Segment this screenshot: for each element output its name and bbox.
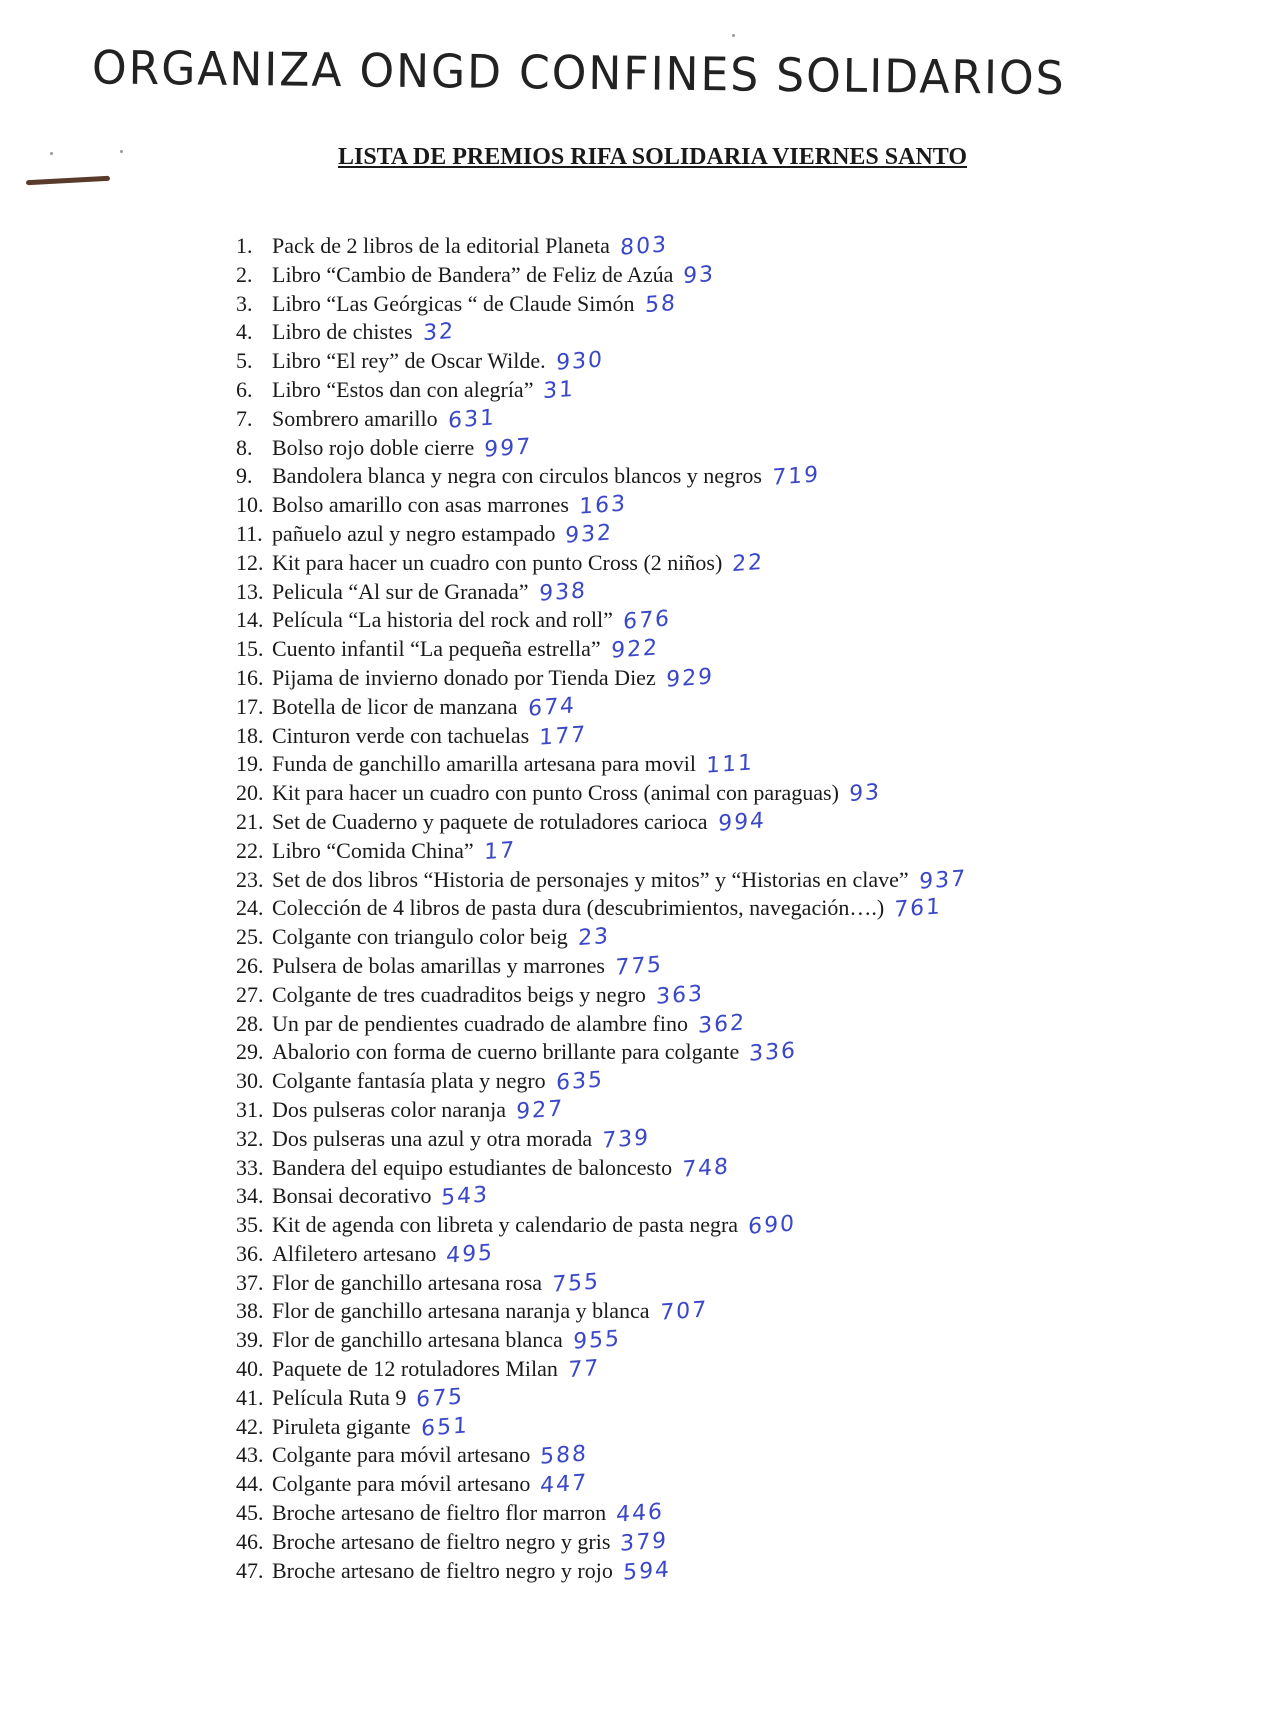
prize-item [236, 434, 967, 463]
prize-number: 13. [236, 578, 264, 604]
prize-item [236, 1384, 967, 1413]
prize-item [236, 347, 967, 376]
prize-description: Piruleta gigante [272, 1413, 411, 1439]
prize-description: Kit para hacer un cuadro con punto Cross (animal con paraguas) [272, 780, 839, 806]
prize-number: 22. [236, 837, 264, 863]
prize-description: Un par de pendientes cuadrado de alambre fino [272, 1010, 688, 1036]
prize-item [236, 549, 967, 578]
prize-number: 34. [236, 1183, 264, 1209]
prize-number: 23. [236, 866, 264, 892]
prize-item [236, 866, 967, 895]
prize-number: 2. [236, 261, 253, 287]
winning-ticket-number: 163 [578, 491, 628, 520]
prize-description: Flor de ganchillo artesana naranja y blanca [272, 1298, 650, 1324]
prize-number: 4. [236, 319, 253, 345]
prize-item [236, 261, 967, 290]
prize-item [236, 1470, 967, 1499]
winning-ticket-number: 748 [681, 1153, 731, 1183]
winning-ticket-number: 994 [717, 808, 766, 837]
winning-ticket-number: 929 [665, 664, 715, 693]
winning-ticket-number: 594 [622, 1556, 672, 1586]
prize-item [236, 405, 967, 434]
prize-description: Bandera del equipo estudiantes de baloncesto [272, 1154, 673, 1180]
prize-description: Botella de licor de manzana [272, 693, 518, 719]
prize-item [236, 1441, 967, 1470]
winning-ticket-number: 363 [655, 980, 705, 1010]
winning-ticket-number: 111 [705, 750, 755, 780]
prize-number: 6. [236, 376, 253, 402]
winning-ticket-number: 362 [697, 1009, 747, 1039]
prize-item [236, 952, 967, 981]
prize-item [236, 462, 967, 491]
prize-description: Libro “Comida China” [272, 837, 474, 863]
prize-description: Colgante de tres cuadraditos beigs y negro [272, 981, 646, 1007]
prize-item [236, 1557, 967, 1586]
winning-ticket-number: 674 [527, 693, 576, 722]
prize-number: 32. [236, 1125, 264, 1151]
prize-number: 5. [236, 348, 253, 374]
prize-description: Bonsai decorativo [272, 1183, 432, 1209]
prize-description: Colgante para móvil artesano [272, 1471, 531, 1497]
winning-ticket-number: 707 [659, 1297, 708, 1327]
prize-list [236, 232, 967, 1585]
prize-item [236, 750, 967, 779]
winning-ticket-number: 719 [771, 462, 821, 492]
winning-ticket-number: 937 [918, 865, 968, 895]
prize-number: 11. [236, 520, 263, 546]
winning-ticket-number: 635 [555, 1067, 605, 1096]
prize-item [236, 376, 967, 405]
prize-description: Cinturon verde con tachuelas [272, 722, 530, 748]
prize-item [236, 779, 967, 808]
winning-ticket-number: 631 [447, 405, 496, 434]
prize-description: Libro “Cambio de Bandera” de Feliz de Azúa [272, 261, 674, 287]
prize-description: pañuelo azul y negro estampado [272, 520, 556, 546]
winning-ticket-number: 93 [848, 779, 882, 808]
prize-description: Película Ruta 9 [272, 1384, 407, 1410]
prize-description: Colgante para móvil artesano [272, 1442, 531, 1468]
prize-item [236, 1125, 967, 1154]
prize-item [236, 1240, 967, 1269]
winning-ticket-number: 31 [543, 376, 576, 405]
prize-description: Película “La historia del rock and roll” [272, 607, 613, 633]
prize-description: Set de dos libros “Historia de personajes y mitos” y “Historias en clave” [272, 866, 909, 892]
winning-ticket-number: 588 [540, 1441, 589, 1471]
prize-number: 24. [236, 895, 264, 921]
prize-description: Colgante con triangulo color beig [272, 924, 568, 950]
prize-description: Libro de chistes [272, 319, 413, 345]
prize-description: Pulsera de bolas amarillas y marrones [272, 952, 605, 978]
prize-description: Funda de ganchillo amarilla artesana para movil [272, 751, 696, 777]
prize-number: 28. [236, 1010, 264, 1036]
winning-ticket-number: 17 [483, 837, 517, 865]
prize-number: 29. [236, 1039, 264, 1065]
prize-description: Pijama de invierno donado por Tienda Diez [272, 664, 656, 690]
prize-item [236, 1182, 967, 1211]
prize-description: Flor de ganchillo artesana rosa [272, 1269, 543, 1295]
prize-number: 12. [236, 549, 264, 575]
prize-item [236, 1067, 967, 1096]
prize-number: 38. [236, 1298, 264, 1324]
prize-number: 40. [236, 1356, 264, 1382]
prize-item [236, 520, 967, 549]
prize-item [236, 318, 967, 347]
prize-description: Broche artesano de fieltro flor marron [272, 1500, 607, 1526]
prize-item [236, 1355, 967, 1384]
prize-item [236, 232, 967, 261]
prize-item [236, 808, 967, 837]
prize-number: 9. [236, 463, 253, 489]
prize-description: Libro “El rey” de Oscar Wilde. [272, 348, 546, 374]
prize-number: 14. [236, 607, 264, 633]
winning-ticket-number: 932 [565, 520, 614, 549]
prize-number: 1. [236, 233, 253, 258]
prize-number: 42. [236, 1413, 264, 1439]
winning-ticket-number: 336 [748, 1038, 798, 1068]
winning-ticket-number: 938 [538, 577, 587, 607]
prize-number: 27. [236, 981, 264, 1007]
prize-number: 45. [236, 1500, 264, 1526]
prize-number: 25. [236, 924, 264, 950]
winning-ticket-number: 77 [567, 1355, 601, 1384]
prize-item [236, 837, 967, 866]
prize-number: 37. [236, 1269, 264, 1295]
winning-ticket-number: 177 [538, 721, 588, 751]
winning-ticket-number: 379 [620, 1528, 669, 1557]
prize-number: 16. [236, 664, 264, 690]
document-title: LISTA DE PREMIOS RIFA SOLIDARIA VIERNES SANTO [337, 144, 968, 170]
prize-description: Pack de 2 libros de la editorial Planeta [272, 233, 610, 258]
prize-description: Cuento infantil “La pequeña estrella” [272, 636, 601, 662]
prize-number: 15. [236, 636, 264, 662]
prize-number: 18. [236, 722, 264, 748]
prize-description: Libro “Las Geórgicas “ de Claude Simón [272, 290, 635, 316]
prize-number: 19. [236, 751, 264, 777]
winning-ticket-number: 58 [644, 290, 677, 318]
prize-item [236, 894, 967, 923]
prize-item [236, 722, 967, 751]
prize-number: 10. [236, 492, 264, 518]
prize-number: 21. [236, 808, 264, 834]
winning-ticket-number: 495 [445, 1240, 495, 1269]
prize-item [236, 290, 967, 319]
prize-item [236, 1154, 967, 1183]
prize-number: 8. [236, 434, 253, 460]
scan-speck [732, 34, 735, 37]
prize-item [236, 1499, 967, 1528]
prize-item [236, 606, 967, 635]
prize-description: Sombrero amarillo [272, 405, 438, 431]
prize-description: Paquete de 12 rotuladores Milan [272, 1356, 558, 1382]
prize-description: Dos pulseras color naranja [272, 1096, 506, 1122]
prize-number: 44. [236, 1471, 264, 1497]
prize-item [236, 664, 967, 693]
prize-number: 3. [236, 290, 253, 316]
prize-item [236, 1326, 967, 1355]
winning-ticket-number: 761 [893, 894, 943, 924]
prize-description: Colección de 4 libros de pasta dura (descubrimientos, navegación….) [272, 895, 885, 921]
prize-number: 7. [236, 405, 253, 431]
prize-description: Bandolera blanca y negra con circulos blancos y negros [272, 463, 762, 489]
winning-ticket-number: 927 [515, 1096, 565, 1125]
organizer-handwritten-header: ORGANIZA ONGD CONFINES SOLIDARIOS [91, 41, 1066, 106]
winning-ticket-number: 739 [601, 1124, 651, 1154]
prize-number: 17. [236, 693, 264, 719]
prize-description: Pelicula “Al sur de Granada” [272, 578, 529, 604]
prize-description: Bolso amarillo con asas marrones [272, 492, 569, 518]
winning-ticket-number: 922 [610, 635, 660, 664]
prize-number: 33. [236, 1154, 264, 1180]
prize-item [236, 693, 967, 722]
prize-item [236, 1010, 967, 1039]
winning-ticket-number: 22 [731, 549, 765, 577]
prize-number: 36. [236, 1240, 264, 1266]
prize-description: Broche artesano de fieltro negro y gris [272, 1528, 611, 1554]
prize-description: Bolso rojo doble cierre [272, 434, 475, 460]
prize-description: Libro “Estos dan con alegría” [272, 376, 534, 402]
prize-item [236, 491, 967, 520]
prize-item [236, 1211, 967, 1240]
winning-ticket-number: 675 [416, 1384, 465, 1413]
prize-description: Set de Cuaderno y paquete de rotuladores carioca [272, 808, 708, 834]
prize-description: Kit para hacer un cuadro con punto Cross (2 niños) [272, 549, 723, 575]
prize-number: 20. [236, 780, 264, 806]
prize-item [236, 981, 967, 1010]
prize-number: 35. [236, 1212, 264, 1238]
winning-ticket-number: 755 [551, 1268, 601, 1298]
prize-description: Abalorio con forma de cuerno brillante para colgante [272, 1039, 740, 1065]
prize-number: 39. [236, 1327, 264, 1353]
winning-ticket-number: 651 [420, 1412, 470, 1442]
prize-item [236, 1297, 967, 1326]
prize-number: 41. [236, 1384, 264, 1410]
prize-item [236, 1096, 967, 1125]
winning-ticket-number: 803 [619, 232, 669, 261]
winning-ticket-number: 32 [422, 319, 455, 347]
winning-ticket-number: 930 [555, 347, 605, 376]
winning-ticket-number: 955 [572, 1326, 622, 1356]
prize-item [236, 635, 967, 664]
pen-mark [26, 176, 110, 185]
prize-item [236, 578, 967, 607]
prize-item [236, 1269, 967, 1298]
winning-ticket-number: 690 [747, 1211, 797, 1240]
prize-item [236, 923, 967, 952]
prize-number: 31. [236, 1096, 264, 1122]
winning-ticket-number: 447 [540, 1470, 589, 1499]
prize-item [236, 1413, 967, 1442]
winning-ticket-number: 23 [577, 923, 611, 952]
winning-ticket-number: 676 [622, 606, 672, 636]
prize-number: 26. [236, 952, 264, 978]
prize-number: 46. [236, 1528, 264, 1554]
prize-description: Dos pulseras una azul y otra morada [272, 1125, 593, 1151]
winning-ticket-number: 543 [441, 1182, 490, 1212]
prize-description: Flor de ganchillo artesana blanca [272, 1327, 563, 1353]
winning-ticket-number: 93 [682, 261, 716, 289]
prize-description: Alfiletero artesano [272, 1240, 437, 1266]
prize-description: Broche artesano de fieltro negro y rojo [272, 1557, 613, 1583]
prize-number: 47. [236, 1557, 264, 1583]
winning-ticket-number: 997 [483, 433, 533, 463]
prize-item [236, 1528, 967, 1557]
winning-ticket-number: 446 [615, 1499, 665, 1528]
prize-number: 43. [236, 1442, 264, 1468]
winning-ticket-number: 775 [614, 952, 664, 981]
prize-description: Colgante fantasía plata y negro [272, 1068, 546, 1094]
prize-description: Kit de agenda con libreta y calendario de pasta negra [272, 1212, 739, 1238]
prize-number: 30. [236, 1068, 264, 1094]
prize-item [236, 1038, 967, 1067]
